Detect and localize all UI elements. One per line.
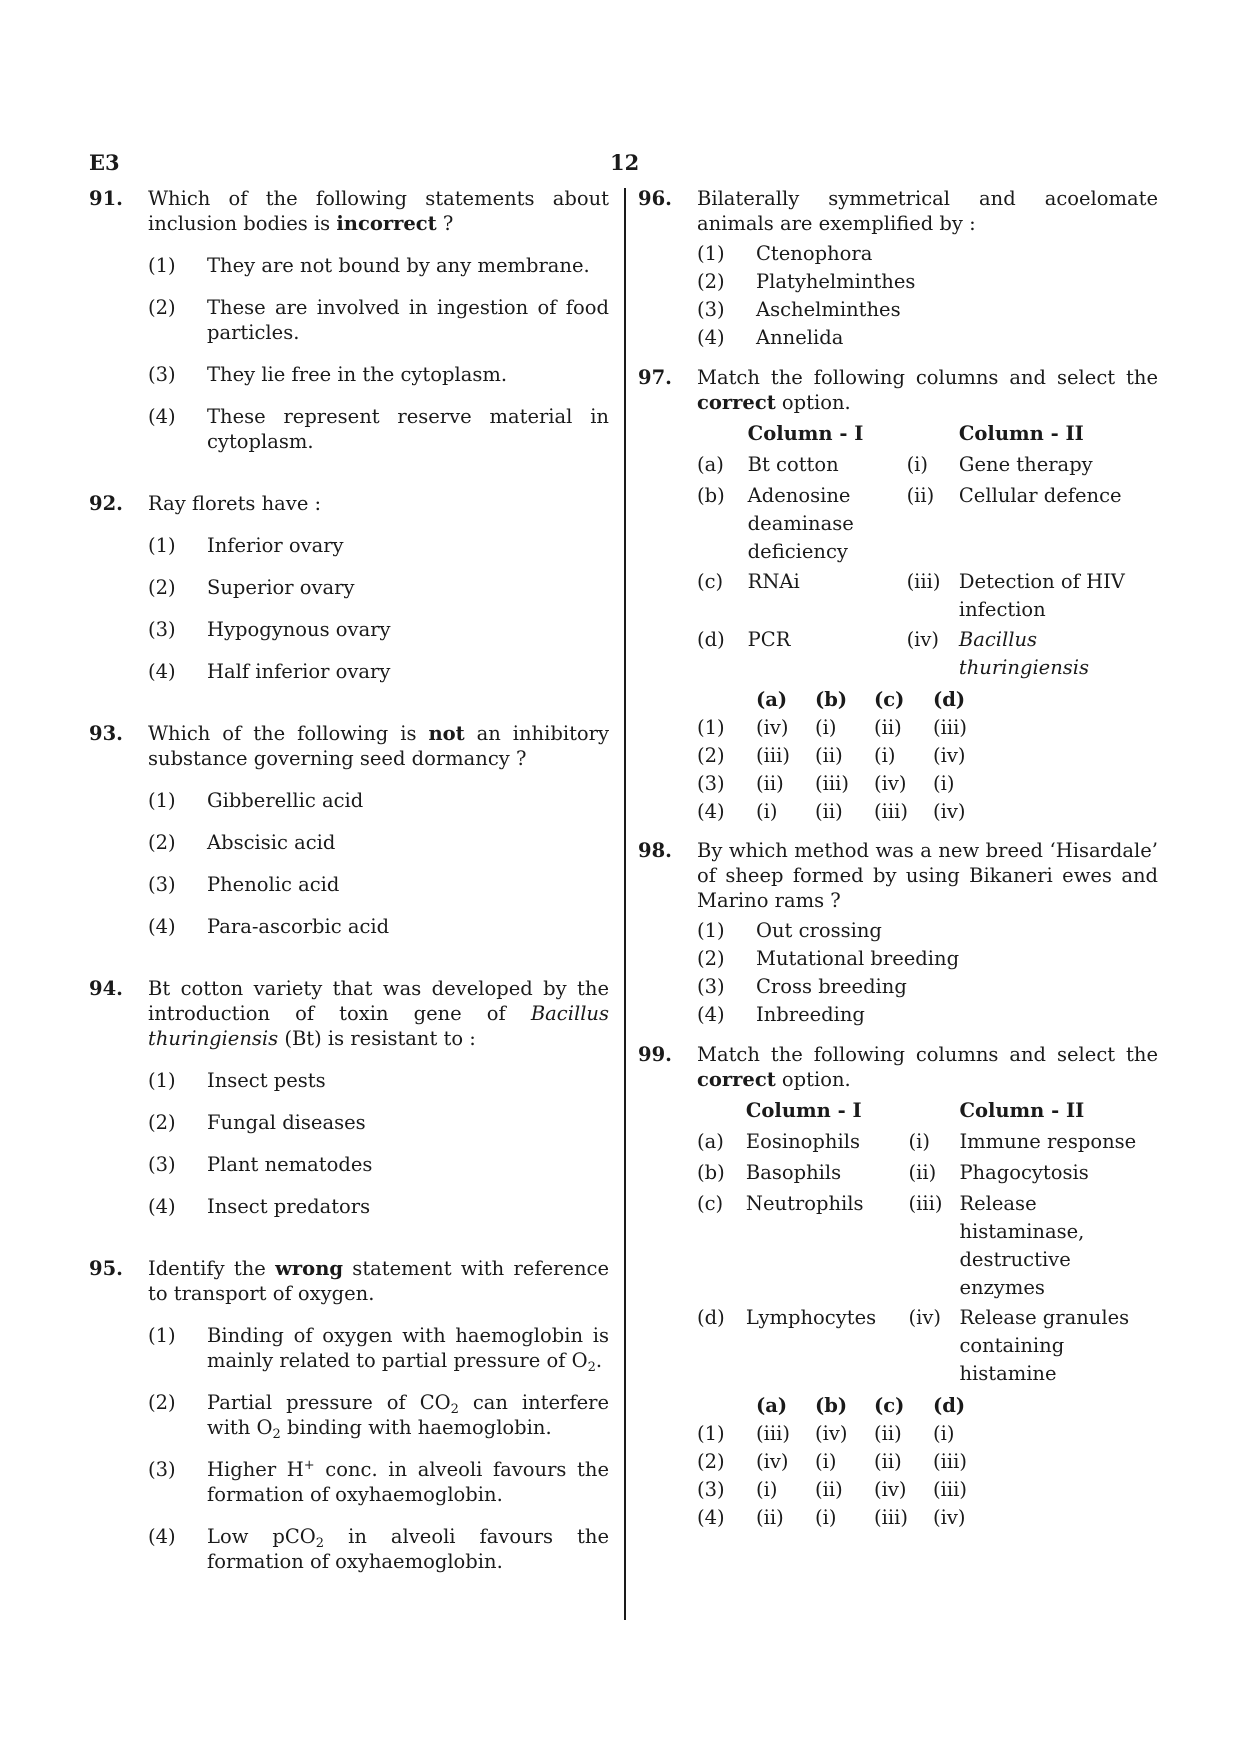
- question-stem: Bilaterally symmetrical and acoelomate animals are exemplified by :: [697, 187, 1158, 235]
- option-list: [148, 533, 609, 684]
- question-number: 95.: [89, 1257, 123, 1280]
- option[interactable]: (1) Binding of oxygen with haemoglobin is mainly related to partial pressure of $O_2$.: [148, 1324, 609, 1375]
- question-stem: Match the following columns and select the correct option.: [697, 1043, 1158, 1091]
- option[interactable]: (2) Abscisic acid: [148, 831, 336, 854]
- right-column: [638, 186, 1158, 1532]
- option-list: [148, 1323, 609, 1574]
- question-94: [89, 976, 609, 1219]
- question-97: [638, 365, 1158, 826]
- option-list: [148, 1068, 609, 1219]
- match-row: (a) Bt cotton (i) Gene therapy: [697, 453, 1093, 476]
- option[interactable]: (1) Out crossing: [697, 919, 882, 942]
- question-92: [89, 491, 609, 684]
- question-stem: Bt cotton variety that was developed by the introduction of toxin gene of Bacillus thuringiensis (Bt) is resistant to :: [148, 977, 609, 1050]
- option[interactable]: (2) Platyhelminthes: [697, 270, 916, 293]
- option-list: [697, 241, 1158, 350]
- option[interactable]: (2) Partial pressure of $CO_2$ can interfere with $O_2$ binding with haemoglobin.: [148, 1391, 609, 1442]
- option[interactable]: (1) Insect pests: [148, 1069, 326, 1092]
- option[interactable]: (3) Higher H+ conc. in alveoli favours the formation of oxyhaemoglobin.: [148, 1458, 609, 1506]
- question-number: 91.: [89, 187, 123, 210]
- question-95: [89, 1256, 609, 1574]
- match-row: (a) Eosinophils (i) Immune response: [697, 1130, 1137, 1153]
- match-row: (b) Adenosine deaminase deficiency (ii) Cellular defence: [697, 484, 1122, 563]
- option[interactable]: (4) Low pCO$_2$ in alveoli favours the formation of oxyhaemoglobin.: [148, 1525, 609, 1573]
- column-ii-heading: Column - II: [958, 422, 1084, 445]
- option-list: [148, 788, 609, 939]
- option[interactable]: (4) These represent reserve material in cytoplasm.: [148, 405, 609, 453]
- option[interactable]: (3) Hypogynous ovary: [148, 618, 391, 641]
- option[interactable]: (4) Annelida: [697, 326, 844, 349]
- question-stem: Identify the wrong statement with reference to transport of oxygen.: [148, 1257, 609, 1305]
- option-list: [697, 918, 1158, 1027]
- question-stem: Match the following columns and select the correct option.: [697, 366, 1158, 414]
- option[interactable]: (4) Inbreeding: [697, 1003, 865, 1026]
- question-stem: Which of the following statements about inclusion bodies is incorrect ?: [148, 187, 609, 235]
- match-row: (c) RNAi (iii) Detection of HIV infection: [697, 570, 1125, 621]
- match-table: [697, 1096, 1158, 1388]
- question-96: [638, 186, 1158, 350]
- option[interactable]: (2) Mutational breeding: [697, 947, 960, 970]
- question-93: [89, 721, 609, 939]
- question-99: [638, 1042, 1158, 1532]
- option[interactable]: (3) Phenolic acid: [148, 873, 340, 896]
- answer-option[interactable]: (1) (iv) (i) (ii) (iii): [697, 716, 967, 739]
- question-number: 94.: [89, 977, 123, 1000]
- option[interactable]: (2) Fungal diseases: [148, 1111, 366, 1134]
- option-list: [148, 253, 609, 454]
- option[interactable]: (1) Inferior ovary: [148, 534, 344, 557]
- question-number: 92.: [89, 492, 123, 515]
- match-row: (d) Lymphocytes (iv) Release granules containing histamine: [697, 1306, 1130, 1385]
- option[interactable]: (1) Ctenophora: [697, 242, 873, 265]
- answer-table: (a) (b) (c) (d) (1) (iii) (iv) (ii) (i) (2) (iv) (i) (ii) (iii) (3) (i) (ii) (iv) (iii) (4) (ii) (i) (iii) (iv): [697, 1392, 992, 1532]
- answer-option[interactable]: (3) (i) (ii) (iv) (iii): [697, 1478, 967, 1501]
- option[interactable]: (3) Cross breeding: [697, 975, 907, 998]
- answer-option[interactable]: (2) (iv) (i) (ii) (iii): [697, 1450, 967, 1473]
- match-row: (d) PCR (iv) Bacillus thuringiensis: [697, 628, 1090, 679]
- question-number: 93.: [89, 722, 123, 745]
- answer-table: (a) (b) (c) (d) (1) (iv) (i) (ii) (iii) (2) (iii) (ii) (i) (iv) (3) (ii) (iii) (iv) (i) (4) (i) (ii) (iii) (iv): [697, 686, 992, 826]
- question-98: [638, 838, 1158, 1027]
- question-91: [89, 186, 609, 454]
- booklet-code: E3: [89, 150, 120, 175]
- page-number: 12: [610, 150, 640, 175]
- answer-option[interactable]: (4) (i) (ii) (iii) (iv): [697, 800, 966, 823]
- match-row: (c) Neutrophils (iii) Release histaminase, destructive enzymes: [697, 1192, 1085, 1299]
- option[interactable]: (3) They lie free in the cytoplasm.: [148, 363, 508, 386]
- column-divider: [624, 188, 626, 1620]
- column-i-heading: Column - I: [747, 422, 864, 445]
- option[interactable]: (4) Para-ascorbic acid: [148, 915, 390, 938]
- question-number: 98.: [638, 839, 672, 862]
- option[interactable]: (1) Gibberellic acid: [148, 789, 364, 812]
- answer-option[interactable]: (3) (ii) (iii) (iv) (i): [697, 772, 955, 795]
- question-stem: By which method was a new breed ‘Hisardale’ of sheep formed by using Bikaneri ewes and Marino rams ?: [697, 839, 1158, 912]
- question-stem: Which of the following is not an inhibitory substance governing seed dormancy ?: [148, 722, 609, 770]
- question-number: 97.: [638, 366, 672, 389]
- match-table: [697, 419, 1158, 682]
- option[interactable]: (1) They are not bound by any membrane.: [148, 254, 590, 277]
- question-stem: Ray florets have :: [148, 492, 322, 515]
- question-number: 96.: [638, 187, 672, 210]
- option[interactable]: (4) Insect predators: [148, 1195, 371, 1218]
- option[interactable]: (2) These are involved in ingestion of food particles.: [148, 296, 609, 344]
- column-ii-heading: Column - II: [959, 1099, 1085, 1122]
- option[interactable]: (2) Superior ovary: [148, 576, 355, 599]
- answer-option[interactable]: (1) (iii) (iv) (ii) (i): [697, 1422, 955, 1445]
- match-row: (b) Basophils (ii) Phagocytosis: [697, 1161, 1089, 1184]
- question-number: 99.: [638, 1043, 672, 1066]
- option[interactable]: (4) Half inferior ovary: [148, 660, 391, 683]
- column-i-heading: Column - I: [745, 1099, 862, 1122]
- option[interactable]: (3) Plant nematodes: [148, 1153, 373, 1176]
- answer-option[interactable]: (4) (ii) (i) (iii) (iv): [697, 1506, 966, 1529]
- answer-option[interactable]: (2) (iii) (ii) (i) (iv): [697, 744, 966, 767]
- option[interactable]: (3) Aschelminthes: [697, 298, 901, 321]
- left-column: [89, 186, 609, 1574]
